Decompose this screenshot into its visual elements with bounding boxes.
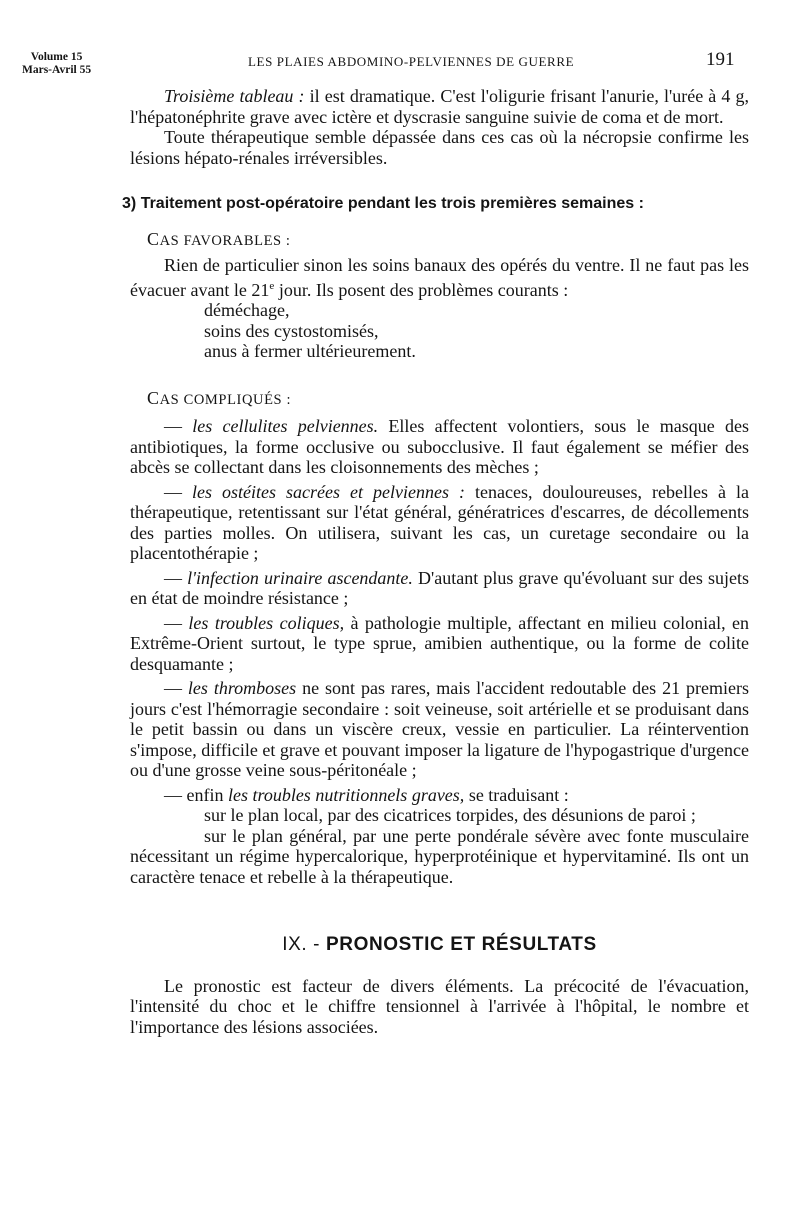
cas-favorables-initial: C [147,228,160,249]
complication-item [130,568,749,609]
body-text [122,86,749,1037]
favorables-sup: e [269,279,275,292]
complication-item [130,678,749,781]
item-text: D'autant plus grave qu'évoluant sur des sujets en état de moindre résistance ; [130,567,749,608]
item-term: les thromboses [187,678,297,698]
therapeutique-paragraph: Toute thérapeutique semble dépassée dans ces cas où la nécropsie confirme les lésions hépato-rénales irréversibles. [130,127,749,168]
section-3-title: Traitement post-opératoire pendant les trois premières semaines : [140,195,644,212]
favorables-list [204,300,749,362]
nutrition-general-text: sur le plan général, par une perte pondérale sévère avec fonte musculaire nécessitant un régime hypercalorique, hyperprotéinique et hypervitaminé. Ils ont un caractère tenace et rebelle à la thérapeutique. [130,825,749,887]
page-number: 191 [706,49,735,70]
complication-item [130,613,749,675]
item-term: les cellulites pelviennes. [192,416,379,436]
nutrition-intro: — enfin [164,784,228,805]
item-text: Elles affectent volontiers, sous le masque des antibiotiques, la forme occlusive ou subocclusive. Il faut également se méfier des abcès se collectant dans les cloisonnements des mèches ; [130,416,749,477]
nutrition-local [130,805,749,826]
issue-label: Mars-Avril 55 [22,64,92,76]
section-3-heading [122,194,749,215]
item-dash: — [164,612,189,633]
item-text: à pathologie multiple, affectant en milieu colonial, en Extrême-Orient surtout, le type sprue, amibien authentique, ou la forme de colite desquamante ; [130,612,749,674]
nutrition-general [130,826,749,888]
list-item: soins des cystostomisés, [204,320,379,341]
section-9-title: PRONOSTIC ET RÉSULTATS [325,934,597,955]
cas-compliques-rest: AS COMPLIQUÉS : [159,391,292,408]
volume-info [22,51,91,77]
item-dash: — [164,416,193,436]
volume-label: Volume 15 [30,51,83,63]
item-text: tenaces, douloureuses, rebelles à la thérapeutique, retentissant sur l'état général, génératrices d'escarres, de décollements des parties molles. On utilisera, suivant les cas, un curetage secondaire ou la placentothérapie ; [130,481,749,563]
item-text: ne sont pas rares, mais l'accident redoutable des 21 premiers jours c'est l'hémorragie secondaire : soit veineuse, soit artérielle et se produisant dans le petit bassin ou dans un viscère creux, vessie en particulier. La réintervention s'impose, difficile et grave et pouvant imposer la ligature de l'hypogastrique d'urgence ou d'une grosse veine sous-péritonéale ; [130,678,749,780]
nutrition-local-text: sur le plan local, par des cicatrices torpides, des désunions de paroi ; [204,805,696,825]
item-dash: — [164,678,188,698]
running-title: LES PLAIES ABDOMINO-PELVIENNES DE GUERRE [248,54,575,69]
item-term: les troubles coliques, [188,612,345,633]
nutrition-item [130,785,749,806]
item-term: les ostéites sacrées et pelviennes : [192,481,466,502]
item-dash: — [164,567,188,588]
troisieme-label: Troisième tableau : [164,86,305,106]
favorables-text-after: jour. Ils posent des problèmes courants : [274,279,569,300]
list-item: déméchage, [204,300,290,320]
favorables-text-before: Rien de particulier sinon les soins banaux des opérés du ventre. Il ne faut pas les évacuer avant le 21 [130,255,749,300]
cas-compliques-initial: C [147,387,160,408]
section-9-number: IX. - [282,934,321,955]
complication-item [130,482,749,564]
pronostic-paragraph: Le pronostic est facteur de divers éléments. La précocité de l'évacuation, l'intensité du choc et le chiffre tensionnel à l'arrivée à l'hôpital, le nombre et l'importance des lésions associées. [130,975,749,1037]
section-9-heading [130,935,749,956]
troisieme-text: il est dramatique. C'est l'oligurie frisant l'anurie, l'urée à 4 g, l'hépatonéphrite grave avec ictère et dyscrasie sanguine suivie de coma et de mort. [130,86,749,127]
cas-compliques-heading [147,388,749,411]
cas-favorables-rest: AS FAVORABLES : [159,232,291,249]
item-dash: — [164,481,193,502]
nutrition-text: se traduisant : [464,784,569,805]
troisieme-paragraph [130,86,749,127]
section-3-number: 3) [122,195,137,212]
cas-favorables-heading [147,229,749,252]
list-item: anus à fermer ultérieurement. [204,341,416,361]
nutrition-term: les troubles nutritionnels graves, [227,784,465,805]
complication-item [130,416,749,478]
item-term: l'infection urinaire ascendante. [187,567,413,588]
favorables-paragraph [130,255,749,300]
